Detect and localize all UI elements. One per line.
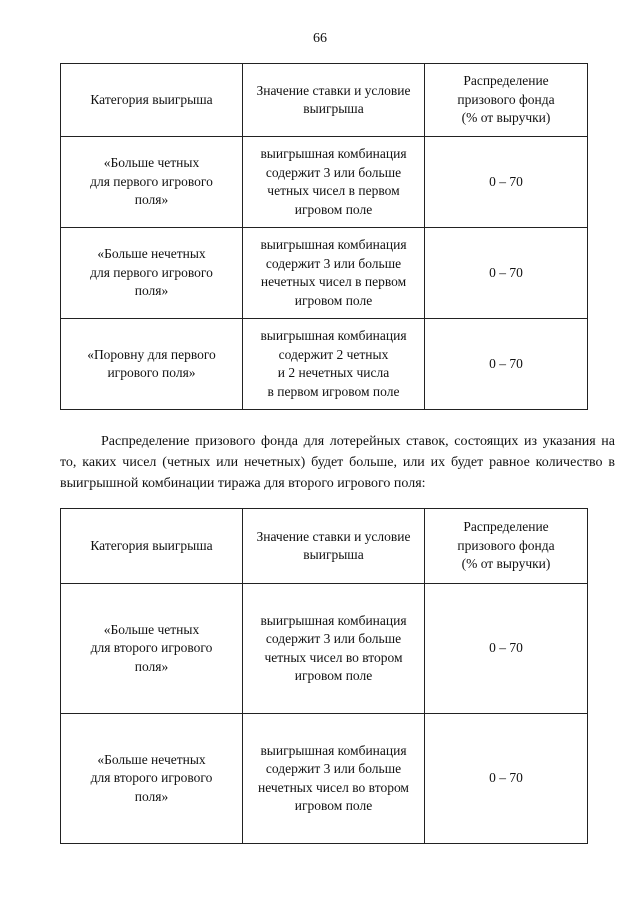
cell-condition: выигрышная комбинация содержит 2 четных и 2 нечетных числа в первом игровом поле (243, 319, 425, 410)
cell-category: «Больше нечетных для второго игрового поля» (61, 714, 243, 844)
table-row (61, 228, 588, 319)
page-number: 66 (313, 31, 327, 46)
header-category: Категория выигрыша (61, 509, 243, 584)
table-row (61, 319, 588, 410)
cell-category: «Больше четных для первого игрового поля» (61, 137, 243, 228)
table-row (61, 137, 588, 228)
cell-share: 0 – 70 (425, 228, 588, 319)
cell-share: 0 – 70 (425, 584, 588, 714)
header-share: Распределение призового фонда (% от выручки) (425, 509, 588, 584)
cell-category: «Больше четных для второго игрового поля» (61, 584, 243, 714)
cell-condition: выигрышная комбинация содержит 3 или больше нечетных чисел во втором игровом поле (243, 714, 425, 844)
paragraph-text: Распределение призового фонда для лотерейных ставок, состоящих из указания на то, каких чисел (четных или нечетных) будет больше, или их будет равное количество в выигрышной комбинации тиража для второго игрового поля: (60, 434, 615, 491)
cell-category: «Больше нечетных для первого игрового поля» (61, 228, 243, 319)
cell-condition: выигрышная комбинация содержит 3 или больше четных чисел в первом игровом поле (243, 137, 425, 228)
cell-share: 0 – 70 (425, 137, 588, 228)
table-header-row (61, 64, 588, 137)
table-row (61, 584, 588, 714)
header-share: Распределение призового фонда (% от выручки) (425, 64, 588, 137)
header-category: Категория выигрыша (61, 64, 243, 137)
prize-distribution-table-first-field (60, 63, 588, 410)
table-header-row (61, 509, 588, 584)
table-row (61, 714, 588, 844)
prize-distribution-table-second-field (60, 508, 588, 844)
cell-condition: выигрышная комбинация содержит 3 или больше нечетных чисел в первом игровом поле (243, 228, 425, 319)
cell-category: «Поровну для первого игрового поля» (61, 319, 243, 410)
cell-share: 0 – 70 (425, 714, 588, 844)
body-paragraph (60, 431, 615, 494)
cell-condition: выигрышная комбинация содержит 3 или больше четных чисел во втором игровом поле (243, 584, 425, 714)
header-condition: Значение ставки и условие выигрыша (243, 509, 425, 584)
cell-share: 0 – 70 (425, 319, 588, 410)
header-condition: Значение ставки и условие выигрыша (243, 64, 425, 137)
